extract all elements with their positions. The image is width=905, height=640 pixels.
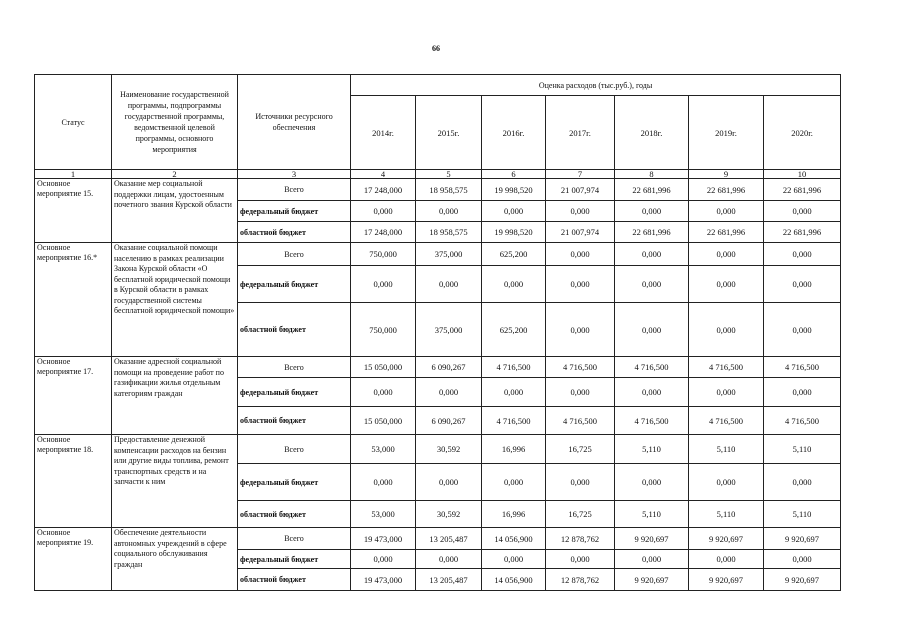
expense-value: 0,000 xyxy=(546,303,615,357)
column-number: 8 xyxy=(615,170,689,179)
expense-value: 16,996 xyxy=(482,501,546,528)
expense-value: 0,000 xyxy=(615,378,689,407)
expense-value: 0,000 xyxy=(764,464,841,501)
funding-source-total: Всего xyxy=(238,357,351,378)
expense-value: 5,110 xyxy=(689,435,764,464)
funding-source-total: Всего xyxy=(238,179,351,201)
expense-value: 4 716,500 xyxy=(615,407,689,435)
header-year: 2020г. xyxy=(764,96,841,170)
expense-value: 0,000 xyxy=(615,303,689,357)
expense-value: 15 050,000 xyxy=(351,407,416,435)
activity-status: Основное мероприятие 17. xyxy=(35,357,112,435)
expense-value: 0,000 xyxy=(351,464,416,501)
expense-value: 9 920,697 xyxy=(764,528,841,550)
activity-name: Оказание мер социальной поддержки лицам, удостоенным почетного звания Курской области xyxy=(112,179,238,243)
expense-value: 21 007,974 xyxy=(546,222,615,243)
funding-source-total: Всего xyxy=(238,435,351,464)
expense-value: 0,000 xyxy=(764,550,841,569)
activity-status: Основное мероприятие 18. xyxy=(35,435,112,528)
expense-value: 0,000 xyxy=(482,464,546,501)
expense-value: 375,000 xyxy=(416,303,482,357)
activity-row xyxy=(35,179,841,201)
expense-value: 16,725 xyxy=(546,501,615,528)
expense-value: 22 681,996 xyxy=(689,179,764,201)
header-status: Статус xyxy=(35,75,112,170)
funding-source-federal: федеральный бюджет xyxy=(238,201,351,222)
expense-value: 0,000 xyxy=(546,550,615,569)
expense-value: 5,110 xyxy=(764,435,841,464)
column-number: 6 xyxy=(482,170,546,179)
expense-value: 0,000 xyxy=(351,550,416,569)
expense-value: 22 681,996 xyxy=(615,179,689,201)
expense-value: 9 920,697 xyxy=(689,569,764,591)
expense-value: 21 007,974 xyxy=(546,179,615,201)
expense-value: 22 681,996 xyxy=(764,179,841,201)
header-year: 2018г. xyxy=(615,96,689,170)
expense-value: 4 716,500 xyxy=(764,407,841,435)
expense-value: 0,000 xyxy=(351,378,416,407)
expense-value: 22 681,996 xyxy=(615,222,689,243)
expense-value: 0,000 xyxy=(546,464,615,501)
expense-value: 14 056,900 xyxy=(482,528,546,550)
column-number: 7 xyxy=(546,170,615,179)
expense-value: 19 473,000 xyxy=(351,569,416,591)
expense-value: 0,000 xyxy=(615,266,689,303)
expense-value: 0,000 xyxy=(546,378,615,407)
column-number: 5 xyxy=(416,170,482,179)
header-year: 2016г. xyxy=(482,96,546,170)
header-year: 2019г. xyxy=(689,96,764,170)
expense-value: 9 920,697 xyxy=(764,569,841,591)
expense-value: 30,592 xyxy=(416,501,482,528)
expense-value: 0,000 xyxy=(689,201,764,222)
expense-value: 0,000 xyxy=(482,378,546,407)
expense-value: 15 050,000 xyxy=(351,357,416,378)
expense-value: 0,000 xyxy=(689,378,764,407)
header-name: Наименование государственной программы, подпрограммы государственной программы, ведомственной целевой программы, основного мероприятия xyxy=(112,75,238,170)
expense-value: 0,000 xyxy=(689,550,764,569)
header-year: 2017г. xyxy=(546,96,615,170)
expense-value: 53,000 xyxy=(351,435,416,464)
funding-source-total: Всего xyxy=(238,528,351,550)
expense-value: 0,000 xyxy=(689,266,764,303)
column-number: 10 xyxy=(764,170,841,179)
funding-source-regional: областной бюджет xyxy=(238,407,351,435)
expense-value: 19 473,000 xyxy=(351,528,416,550)
funding-source-regional: областной бюджет xyxy=(238,569,351,591)
expense-value: 0,000 xyxy=(764,243,841,266)
expense-value: 4 716,500 xyxy=(764,357,841,378)
activity-status: Основное мероприятие 15. xyxy=(35,179,112,243)
expense-value: 750,000 xyxy=(351,303,416,357)
expense-value: 9 920,697 xyxy=(689,528,764,550)
expense-value: 0,000 xyxy=(416,266,482,303)
expense-value: 18 958,575 xyxy=(416,179,482,201)
activity-name: Обеспечение деятельности автономных учреждений в сфере социального обслуживания граждан xyxy=(112,528,238,591)
header-sources: Источники ресурсного обеспечения xyxy=(238,75,351,170)
expense-value: 19 998,520 xyxy=(482,179,546,201)
expense-value: 0,000 xyxy=(689,464,764,501)
column-number: 2 xyxy=(112,170,238,179)
expense-value: 375,000 xyxy=(416,243,482,266)
expense-value: 0,000 xyxy=(615,201,689,222)
activity-status: Основное мероприятие 16.* xyxy=(35,243,112,357)
column-number: 3 xyxy=(238,170,351,179)
expense-value: 0,000 xyxy=(416,464,482,501)
expense-value: 4 716,500 xyxy=(689,357,764,378)
expense-value: 13 205,487 xyxy=(416,569,482,591)
header-estimate: Оценка расходов (тыс.руб.), годы xyxy=(351,75,841,96)
header-year: 2015г. xyxy=(416,96,482,170)
expense-value: 0,000 xyxy=(615,550,689,569)
expense-value: 0,000 xyxy=(615,243,689,266)
expense-value: 4 716,500 xyxy=(482,407,546,435)
header-year: 2014г. xyxy=(351,96,416,170)
expense-value: 0,000 xyxy=(689,303,764,357)
expense-value: 53,000 xyxy=(351,501,416,528)
expense-value: 625,200 xyxy=(482,303,546,357)
expense-value: 0,000 xyxy=(615,464,689,501)
activity-row xyxy=(35,243,841,266)
expense-value: 19 998,520 xyxy=(482,222,546,243)
activity-name: Оказание социальной помощи населению в рамках реализации Закона Курской области «О бесплатной юридической помощи в Курской области в рамках государственной системы бесплатной юридической помощи» xyxy=(112,243,238,357)
expense-value: 0,000 xyxy=(482,550,546,569)
funding-source-regional: областной бюджет xyxy=(238,303,351,357)
expense-value: 625,200 xyxy=(482,243,546,266)
activity-row xyxy=(35,435,841,464)
expense-value: 0,000 xyxy=(482,266,546,303)
expense-value: 30,592 xyxy=(416,435,482,464)
expense-value: 4 716,500 xyxy=(615,357,689,378)
budget-table xyxy=(34,74,841,591)
expense-value: 9 920,697 xyxy=(615,569,689,591)
expense-value: 0,000 xyxy=(764,303,841,357)
expense-value: 16,996 xyxy=(482,435,546,464)
page-number: 66 xyxy=(432,44,440,53)
expense-value: 6 090,267 xyxy=(416,357,482,378)
expense-value: 6 090,267 xyxy=(416,407,482,435)
funding-source-regional: областной бюджет xyxy=(238,501,351,528)
expense-value: 5,110 xyxy=(689,501,764,528)
expense-value: 12 878,762 xyxy=(546,528,615,550)
expense-value: 0,000 xyxy=(764,378,841,407)
activity-status: Основное мероприятие 19. xyxy=(35,528,112,591)
funding-source-regional: областной бюджет xyxy=(238,222,351,243)
expense-value: 4 716,500 xyxy=(482,357,546,378)
column-number: 1 xyxy=(35,170,112,179)
expense-value: 4 716,500 xyxy=(546,357,615,378)
expense-value: 5,110 xyxy=(615,501,689,528)
expense-value: 22 681,996 xyxy=(764,222,841,243)
expense-value: 0,000 xyxy=(416,201,482,222)
activity-row xyxy=(35,357,841,378)
expense-value: 0,000 xyxy=(416,550,482,569)
expense-value: 0,000 xyxy=(351,201,416,222)
expense-value: 0,000 xyxy=(546,266,615,303)
expense-value: 13 205,487 xyxy=(416,528,482,550)
expense-value: 12 878,762 xyxy=(546,569,615,591)
expense-value: 18 958,575 xyxy=(416,222,482,243)
expense-value: 14 056,900 xyxy=(482,569,546,591)
expense-value: 0,000 xyxy=(764,266,841,303)
activity-row xyxy=(35,528,841,550)
funding-source-federal: федеральный бюджет xyxy=(238,550,351,569)
column-number: 9 xyxy=(689,170,764,179)
expense-value: 5,110 xyxy=(764,501,841,528)
funding-source-federal: федеральный бюджет xyxy=(238,266,351,303)
expense-value: 0,000 xyxy=(689,243,764,266)
funding-source-federal: федеральный бюджет xyxy=(238,464,351,501)
column-number-row xyxy=(35,170,841,179)
expense-value: 16,725 xyxy=(546,435,615,464)
activities-body xyxy=(35,179,841,591)
column-number: 4 xyxy=(351,170,416,179)
expense-value: 0,000 xyxy=(482,201,546,222)
expense-value: 0,000 xyxy=(351,266,416,303)
expense-value: 17 248,000 xyxy=(351,179,416,201)
expense-value: 0,000 xyxy=(546,201,615,222)
funding-source-total: Всего xyxy=(238,243,351,266)
expense-value: 4 716,500 xyxy=(689,407,764,435)
expense-value: 22 681,996 xyxy=(689,222,764,243)
activity-name: Оказание адресной социальной помощи на проведение работ по газификации жилья отдельным категориям граждан xyxy=(112,357,238,435)
expense-value: 0,000 xyxy=(546,243,615,266)
expense-value: 17 248,000 xyxy=(351,222,416,243)
expense-value: 750,000 xyxy=(351,243,416,266)
expense-value: 0,000 xyxy=(416,378,482,407)
activity-name: Предоставление денежной компенсации расходов на бензин или другие виды топлива, ремонт транспортных средств и на запчасти к ним xyxy=(112,435,238,528)
expense-value: 4 716,500 xyxy=(546,407,615,435)
expense-value: 0,000 xyxy=(764,201,841,222)
expense-value: 5,110 xyxy=(615,435,689,464)
expense-value: 9 920,697 xyxy=(615,528,689,550)
funding-source-federal: федеральный бюджет xyxy=(238,378,351,407)
